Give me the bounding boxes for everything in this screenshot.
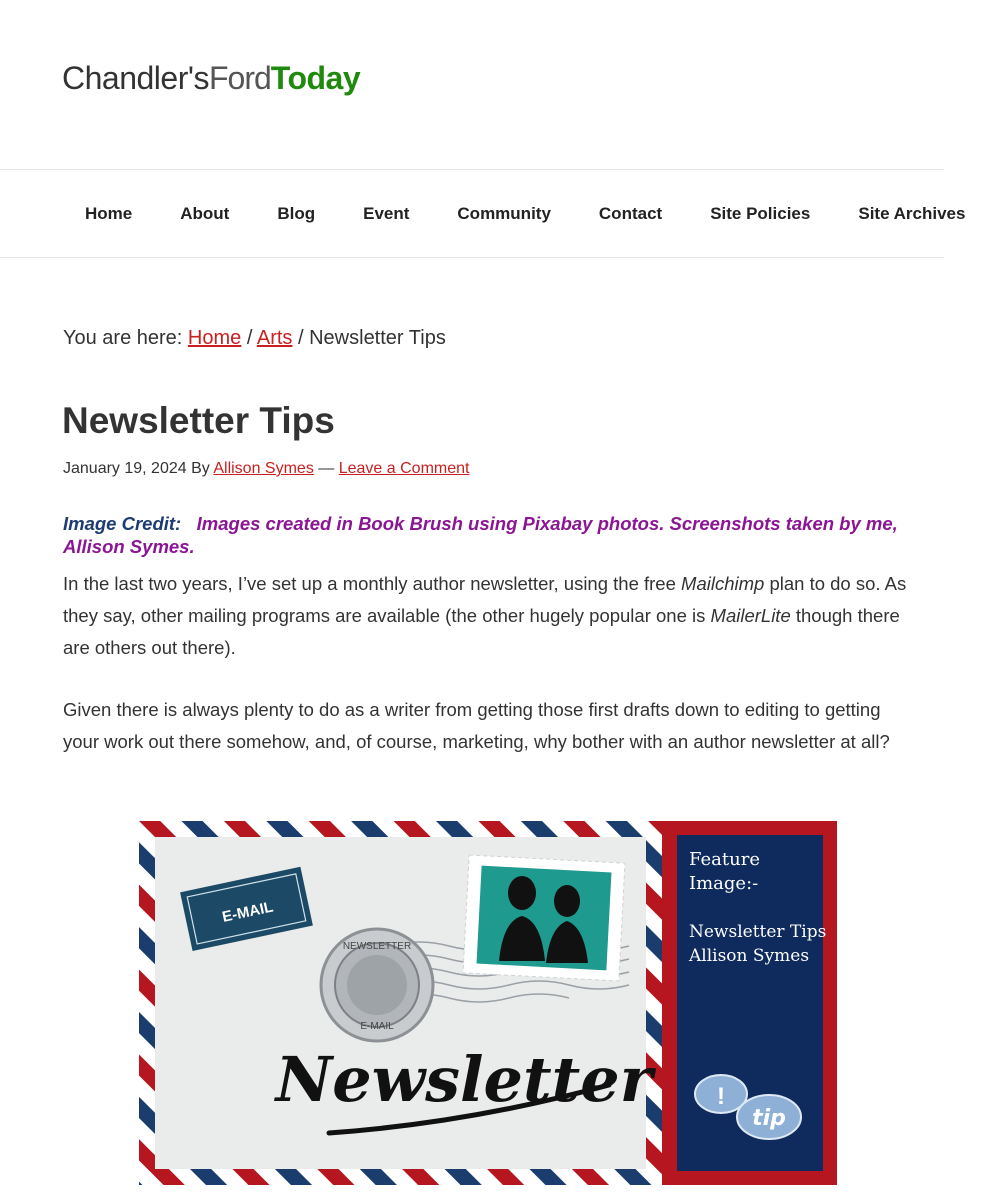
- nav-item-blog[interactable]: Blog: [277, 203, 316, 223]
- article-meta: [63, 460, 469, 478]
- nav-item-site-policies[interactable]: Site Policies: [710, 203, 811, 223]
- paragraph-text: plan to do so. As they say, other mailing programs are available (the other hugely popular one is: [63, 573, 907, 626]
- stamp-top-text: NEWSLETTER: [342, 941, 412, 952]
- tip-exclamation: !: [717, 1083, 725, 1110]
- image-credit: [63, 512, 923, 558]
- meta-dash: —: [318, 460, 335, 477]
- image-credit-text: Images created in Book Brush using Pixabay photos. Screenshots taken by me, Allison Symes.: [63, 513, 898, 557]
- nav-item-about[interactable]: About: [180, 203, 230, 223]
- site-header: [0, 0, 944, 170]
- paragraph-text: though there are others out there).: [63, 605, 900, 658]
- tip-text: tip: [752, 1106, 786, 1131]
- breadcrumb-arts-link[interactable]: Arts: [256, 327, 293, 349]
- panel-line-author: Allison Symes: [689, 946, 810, 966]
- feature-image: [139, 821, 837, 1185]
- article-title: Newsletter Tips: [62, 400, 335, 441]
- nav-item-site-archives[interactable]: Site Archives: [858, 203, 966, 223]
- email-tag-text: E-MAIL: [220, 898, 275, 926]
- panel-line-title: Newsletter Tips: [689, 922, 827, 942]
- paragraph-text: In the last two years, I’ve set up a monthly author newsletter, using the free: [63, 573, 682, 594]
- feature-image-graphic: [139, 821, 837, 1185]
- panel-line-image: Image:-: [689, 873, 759, 894]
- article-by: By: [191, 460, 210, 477]
- breadcrumb-separator: /: [246, 327, 253, 349]
- image-credit-label: Image Credit:: [63, 513, 182, 534]
- postmark-seal-icon: [321, 929, 433, 1041]
- leave-comment-link[interactable]: Leave a Comment: [338, 460, 470, 477]
- breadcrumb-separator: /: [297, 327, 304, 349]
- logo-part-today: Today: [270, 60, 361, 96]
- site-logo[interactable]: [62, 60, 360, 97]
- breadcrumb-current: Newsletter Tips: [309, 327, 446, 349]
- breadcrumb-home-link[interactable]: Home: [187, 327, 242, 349]
- article-paragraph-1: [63, 568, 913, 664]
- panel-line-feature: Feature: [689, 849, 760, 870]
- article-paragraph-2: Given there is always plenty to do as a writer from getting those first drafts down to editing to getting your work out there somehow, and, of course, marketing, why bother with an author newsletter at all?: [63, 699, 890, 752]
- stamp-bottom-text: E-MAIL: [360, 1021, 394, 1032]
- article-date: January 19, 2024: [63, 460, 187, 477]
- author-link[interactable]: Allison Symes: [213, 460, 314, 477]
- nav-item-community[interactable]: Community: [457, 203, 551, 223]
- main-navigation: [0, 170, 966, 258]
- logo-part-chandlers: Chandler's: [62, 60, 209, 96]
- breadcrumb: [63, 327, 446, 350]
- nav-item-contact[interactable]: Contact: [598, 203, 663, 223]
- feature-panel: [662, 821, 837, 1185]
- mailerlite-emphasis: MailerLite: [710, 605, 791, 626]
- nav-item-event[interactable]: Event: [363, 203, 410, 223]
- postage-stamp-icon: [463, 855, 625, 981]
- mailchimp-emphasis: Mailchimp: [681, 573, 765, 594]
- logo-part-ford: Ford: [208, 60, 271, 96]
- nav-item-home[interactable]: Home: [85, 203, 133, 223]
- breadcrumb-prefix: You are here:: [63, 327, 183, 349]
- newsletter-script-text: Newsletter: [275, 1043, 653, 1116]
